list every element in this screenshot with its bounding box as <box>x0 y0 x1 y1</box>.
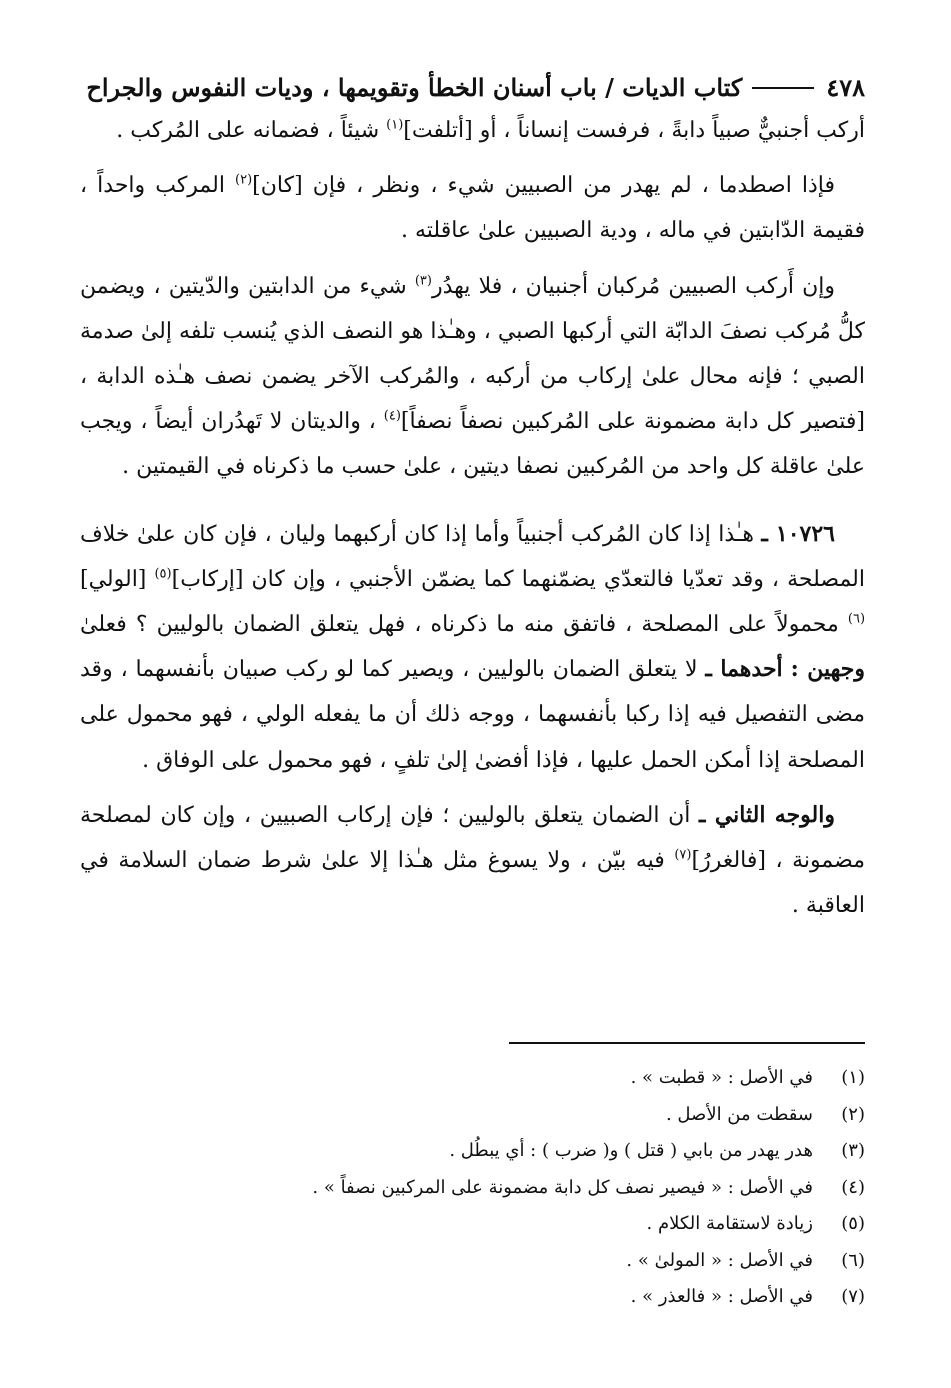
footnote-ref: (٦) <box>847 611 866 627</box>
text-run: وإن أَركب الصبيين مُركبان أجنبيان ، فلا يهدُر <box>431 273 835 299</box>
footnote-text: في الأصل : « فالعذر » . <box>630 1286 813 1307</box>
footnote <box>80 1206 865 1243</box>
footnote-number: (٧) <box>841 1286 865 1307</box>
text-run: لا يتعلق الضمان بالوليين ، ويصير كما لو ركب صبيان بأنفسهما ، وقد مضى التفصيل فيه إذا ركبا بأنفسهما ، ووجه ذلك أن ما يفعله الولي ، فهو محمول على المصلحة إذا أمكن الحمل عليها ، فإذا أفضىٰ إلىٰ تلفٍ ، فهو محمول على الوفاق . <box>80 657 865 773</box>
footnote-number: (٥) <box>841 1213 865 1234</box>
footnote-text: في الأصل : « فيصير نصف كل دابة مضمونة على المركبين نصفاً » . <box>312 1176 813 1198</box>
paragraph <box>80 264 865 490</box>
text-run: فيه بيّن ، ولا يسوغ مثل هـٰذا إلا علىٰ شرط ضمان السلامة في العاقبة . <box>80 848 865 919</box>
text-run: ، والديتان لا تَهدُران أيضاً ، ويجب علىٰ عاقلة كل واحد من المُركبين نصفا ديتين ، علىٰ حسب ما ذكرناه في القيمتين . <box>80 409 865 480</box>
paragraph <box>80 512 865 783</box>
footnote-ref: (٢) <box>235 172 253 188</box>
bold-text: أحدهما ـ <box>705 656 783 683</box>
footnote-number: (٦) <box>841 1249 865 1271</box>
text-run: محمولاً على المصلحة ، فاتفق منه ما ذكرناه ، فهل يتعلق الضمان بالوليين ؟ فعلىٰ <box>80 612 848 638</box>
footnote-ref: (١) <box>386 117 404 133</box>
footnote-number: (١) <box>841 1067 865 1088</box>
page-body <box>80 68 865 928</box>
footnote-ref: (٤) <box>383 408 401 424</box>
running-title: كتاب الديات / باب أسنان الخطأ وتقويمها ، وديات النفوس والجراح <box>86 73 743 102</box>
footnote <box>80 1170 865 1207</box>
footnote-ref: (٣) <box>414 273 432 289</box>
footnote <box>80 1279 865 1316</box>
text-run: أن الضمان يتعلق بالوليين ؛ فإن إركاب الصبيين ، وإن كان لمصلحة مضمونة ، [فالغررُ] <box>80 802 865 874</box>
paragraph <box>80 163 865 253</box>
bold-text: ١٠٧٢٦ ـ <box>761 520 835 547</box>
footnote-number: (٢) <box>841 1103 865 1125</box>
paragraph <box>80 108 865 153</box>
paragraph <box>80 793 865 929</box>
footnote <box>80 1133 865 1170</box>
footnote-separator <box>509 1042 865 1044</box>
footnote-text: هدر يهدر من بابي ( قتل ) و( ضرب ) : أي يبطُل . <box>449 1140 813 1161</box>
text-run: شيء من الدابتين والدّيتين ، ويضمن كلُّ مُركب نصفَ الدابّة التي أركبها الصبي ، وهـٰذا هو النصف الذي يُنسب تلفه إلىٰ صدمة الصبي ؛ فإنه محال علىٰ إركاب من أركبه ، والمُركب الآخر يضمن نصف هـٰذه الدابة ، [فتصير كل دابة مضمونة على المُركبين نصفاً نصفاً] <box>80 273 865 435</box>
page-number: ٤٧٨ <box>826 73 865 102</box>
footnote <box>80 1060 865 1097</box>
running-header <box>80 68 865 108</box>
bold-text: والوجه الثاني ـ <box>699 801 835 828</box>
text-run: أركب أجنبيٌّ صبياً دابةً ، فرفست إنساناً ، أو [أتلفت] <box>403 118 865 143</box>
footnote-text: في الأصل : « قطبت » . <box>630 1067 813 1088</box>
text-run <box>783 657 791 682</box>
text-run: المركب واحداً ، فقيمة الدّابتين في ماله ، ودية الصبيين علىٰ عاقلته . <box>80 173 865 244</box>
text-run: [الولي] <box>80 566 155 592</box>
footnote-number: (٣) <box>841 1140 865 1161</box>
footnote-number: (٤) <box>841 1176 865 1198</box>
bold-text: وجهين : <box>790 656 865 683</box>
text-run: هـٰذا إذا كان المُركب أجنبياً وأما إذا كان أركبهما وليان ، فإن كان علىٰ خلاف المصلحة ، وقد تعدّيا فالتعدّي يضمّنهما كما يضمّن الأجنبي ، وإن كان [إركاب] <box>80 521 865 592</box>
footnotes <box>80 1060 865 1316</box>
footnote-text: في الأصل : « المولىٰ » . <box>626 1249 813 1271</box>
text-run: شيئاً ، فضمانه على المُركب . <box>116 118 387 143</box>
header-rule <box>752 87 814 89</box>
footnote-ref: (٧) <box>674 847 692 863</box>
text-run: فإذا اصطدما ، لم يهدر من الصبيين شيء ، ونظر ، فإن [كان] <box>252 173 835 199</box>
footnote-text: زيادة لاستقامة الكلام . <box>646 1213 813 1234</box>
footnote-text: سقطت من الأصل . <box>665 1103 813 1125</box>
footnote <box>80 1243 865 1280</box>
footnote-ref: (٥) <box>154 566 172 582</box>
footnote <box>80 1097 865 1134</box>
main-text <box>80 108 865 928</box>
